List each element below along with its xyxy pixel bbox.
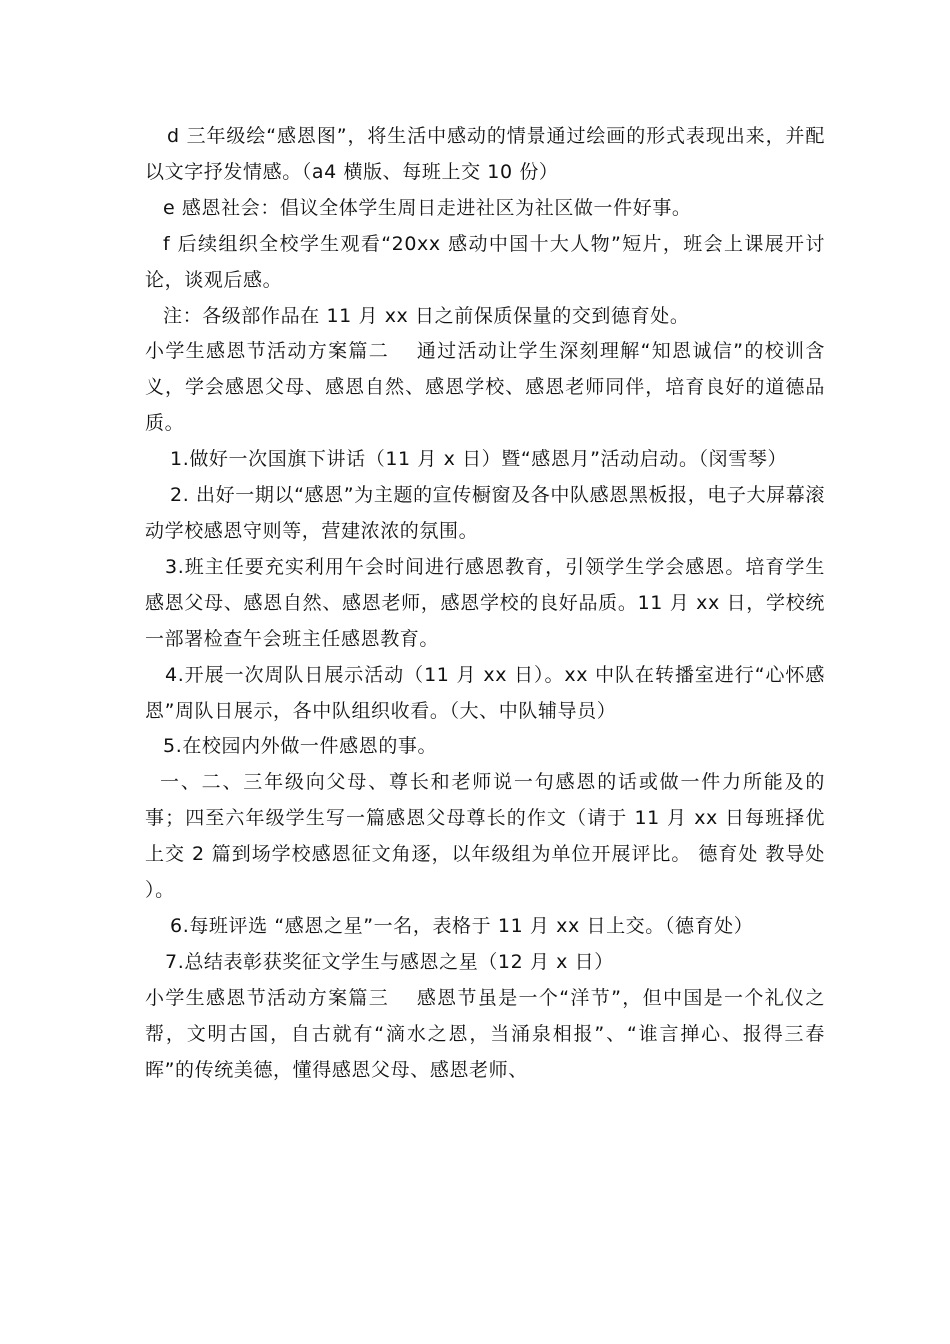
paragraph-item-1: 1.做好一次国旗下讲话（11 月 x 日）暨“感恩月”活动启动。（闵雪琴） <box>170 448 788 471</box>
paragraph-item-4: 4.开展一次周队日展示活动（11 月 xx 日）。xx 中队在转播室进行“心怀感恩”周队日展示，各中队组织收看。（大、中队辅导员） <box>145 663 825 722</box>
paragraph-plan-three-intro: 小学生感恩节活动方案篇三 感恩节虽是一个“洋节”，但中国是一个礼仪之帮，文明古国，自古就有“滴水之恩，当涌泉相报”、“谁言掸心、报得三春晖”的传统美德，懂得感恩父母、感恩老师、 <box>145 986 825 1081</box>
paragraph-plan-two-intro: 小学生感恩节活动方案篇二 通过活动让学生深刻理解“知恩诚信”的校训含义，学会感恩父母、感恩自然、感恩学校、感恩老师同伴，培育良好的道德品质。 <box>145 340 825 435</box>
paragraph-item-6: 6.每班评选 “感恩之星”一名，表格于 11 月 xx 日上交。（德育处） <box>170 914 754 937</box>
paragraph-grade-tasks: 一、二、三年级向父母、尊长和老师说一句感恩的话或做一件力所能及的事；四至六年级学生写一篇感恩父母尊长的作文（请于 11 月 xx 日每班择优上交 2 篇到场学校感恩征文角逐，以年级组为单位开展评比。 德育处 教导处 ）。 <box>145 771 825 902</box>
paragraph-video-viewing: f 后续组织全校学生观看“20xx 感动中国十大人物”短片，班会上课展开讨论，谈观后感。 <box>145 232 825 291</box>
paragraph-item-3: 3.班主任要充实利用午会时间进行感恩教育，引领学生学会感恩。培育学生感恩父母、感恩自然、感恩老师，感恩学校的良好品质。11 月 xx 日，学校统一部署检查午会班主任感恩教育。 <box>145 555 825 650</box>
paragraph-item-2: 2. 出好一期以“感恩”为主题的宣传橱窗及各中队感恩黑板报，电子大屏幕滚动学校感恩守则等，营建浓浓的氛围。 <box>145 484 825 542</box>
document-body <box>145 119 825 1088</box>
paragraph-item-5: 5.在校园内外做一件感恩的事。 <box>163 735 438 758</box>
paragraph-note: 注：各级部作品在 11 月 xx 日之前保质保量的交到德育处。 <box>163 304 690 327</box>
paragraph-community-service: e 感恩社会：倡议全体学生周日走进社区为社区做一件好事。 <box>163 196 692 219</box>
paragraph-drawing-activity: d 三年级绘“感恩图”，将生活中感动的情景通过绘画的形式表现出来，并配以文字抒发情感。（a4 横版、每班上交 10 份） <box>145 125 825 183</box>
paragraph-item-7: 7.总结表彰获奖征文学生与感恩之星（12 月 x 日） <box>165 950 614 973</box>
